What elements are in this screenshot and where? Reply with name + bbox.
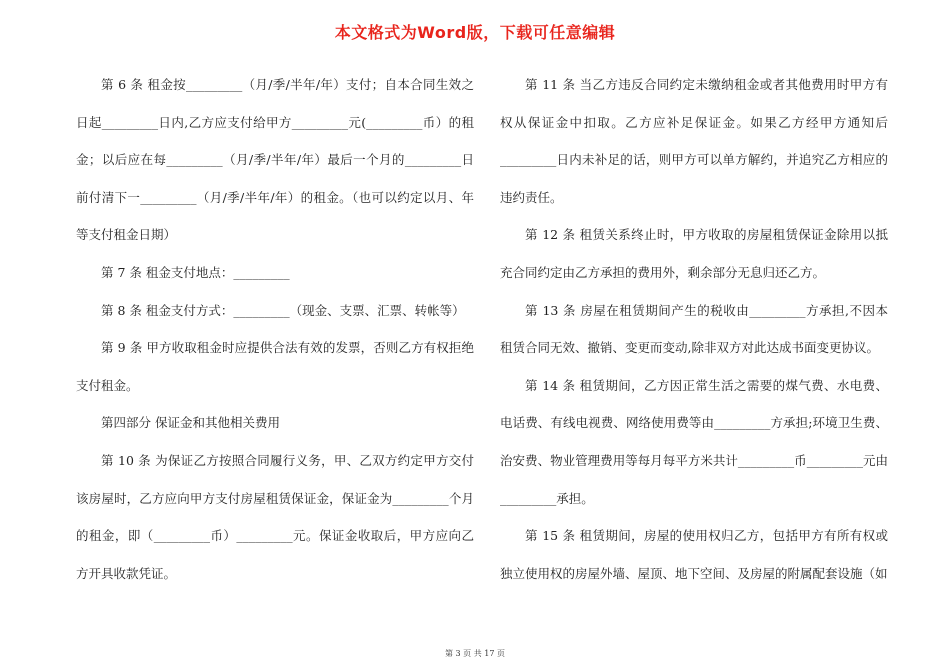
section-4-heading: 第四部分 保证金和其他相关费用 [101, 415, 280, 431]
article-9-paragraph: 第 9 条 甲方收取租金时应提供合法有效的发票，否则乙方有权拒绝支付租金。 [76, 340, 474, 393]
right-column [500, 66, 888, 592]
article-13-paragraph: 第 13 条 房屋在租赁期间产生的税收由_________方承担,不因本租赁合同无效、撤销、变更而变动,除非双方对此达成书面变更协议。 [500, 302, 888, 356]
article-11-paragraph: 第 11 条 当乙方违反合同约定未缴纳租金或者其他费用时甲方有权从保证金中扣取。乙方应补足保证金。如果乙方经甲方通知后_________日内未补足的话，则甲方可以单方解约，并追究乙方相应的违约责任。 [500, 77, 888, 205]
document-header: 本文格式为Word版，下载可任意编辑 [334, 23, 616, 42]
page-number: 第 3 页 共 17 页 [445, 649, 505, 658]
article-7-paragraph: 第 7 条 租金支付地点：_________ [101, 264, 290, 280]
article-15-paragraph: 第 15 条 租赁期间，房屋的使用权归乙方，包括甲方有所有权或独立使用权的房屋外墙、屋顶、地下空间、及房屋的附属配套设施（如 [500, 528, 888, 581]
article-12-paragraph: 第 12 条 租赁关系终止时，甲方收取的房屋租赁保证金除用以抵充合同约定由乙方承担的费用外，剩余部分无息归还乙方。 [500, 227, 888, 280]
article-8-paragraph: 第 8 条 租金支付方式：_________（现金、支票、汇票、转帐等） [101, 302, 465, 318]
left-column [76, 66, 474, 592]
article-10-paragraph: 第 10 条 为保证乙方按照合同履行义务，甲、乙双方约定甲方交付该房屋时，乙方应向甲方支付房屋租赁保证金，保证金为_________个月的租金，即（_________币）_________元。保证金收取后，甲方应向乙方开具收款凭证。 [76, 452, 474, 581]
article-14-paragraph: 第 14 条 租赁期间，乙方因正常生活之需要的煤气费、水电费、电话费、有线电视费、网络使用费等由_________方承担;环境卫生费、治安费、物业管理费用等每月每平方米共计_________币_________元由_________承担。 [500, 377, 888, 506]
article-6-paragraph: 第 6 条 租金按_________（月/季/半年/年）支付；自本合同生效之日起_________日内,乙方应支付给甲方_________元(_________币）的租金；以后应在每_________（月/季/半年/年）最后一个月的_________日前付清下一_________（月/季/半年/年）的租金。（也可以约定以月、年等支付租金日期） [76, 77, 474, 243]
